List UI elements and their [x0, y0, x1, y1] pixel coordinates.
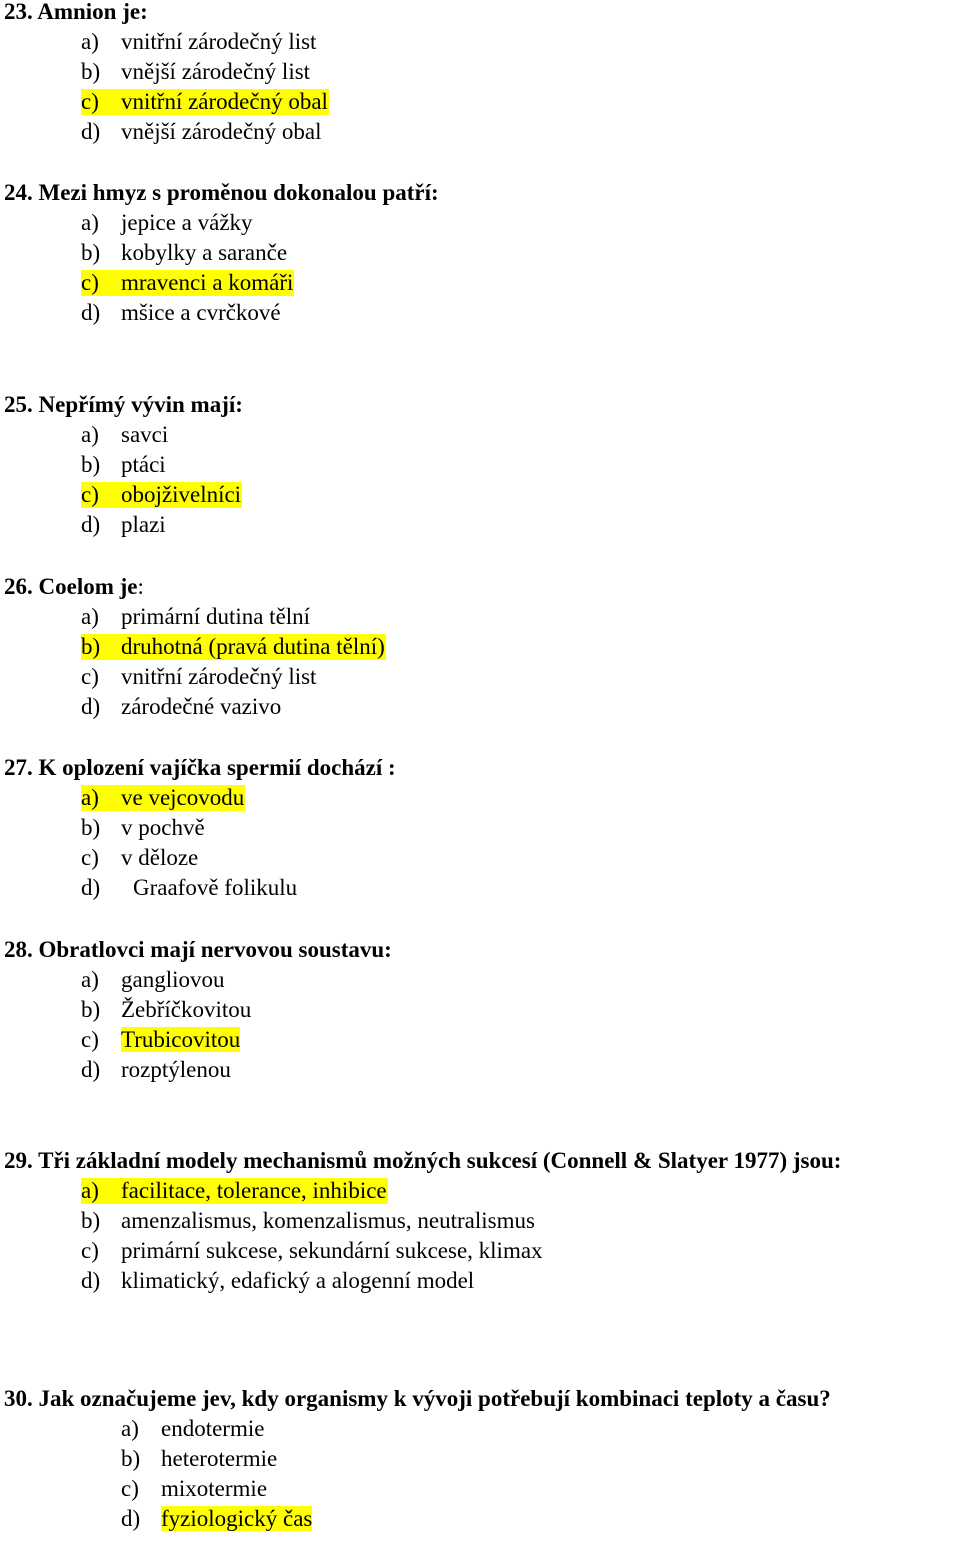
question-number: 30. [4, 1386, 33, 1411]
option-text: primární sukcese, sekundární sukcese, klimax [121, 1238, 543, 1263]
question-title [4, 390, 243, 420]
question-title [4, 0, 148, 27]
correct-answer-highlight: c) vnitřní zárodečný obal [81, 89, 328, 114]
option-text: mixotermie [161, 1476, 268, 1501]
option-text: vnitřní zárodečný list [121, 664, 317, 689]
option-text: v pochvě [121, 815, 205, 840]
question-number: 24. [4, 180, 33, 205]
question-text: Amnion je: [37, 0, 148, 24]
option-text: amenzalismus, komenzalismus, neutralismus [121, 1208, 535, 1233]
question-text: Tři základní modely mechanismů možných sukcesí (Connell & Slatyer 1977) jsou: [38, 1148, 842, 1173]
question-title [4, 753, 396, 783]
question-number: 26. [4, 574, 33, 599]
option-text: Žebříčkovitou [121, 997, 252, 1022]
question-title [4, 178, 439, 208]
option-text: gangliovou [121, 967, 225, 992]
question-title [4, 1384, 831, 1414]
question-title [4, 1146, 841, 1176]
correct-answer-highlight: b) druhotná (pravá dutina tělní) [81, 634, 385, 659]
option-text: klimatický, edafický a alogenní model [121, 1268, 475, 1293]
correct-answer-highlight: c) mravenci a komáři [81, 270, 294, 295]
question-title [4, 935, 392, 965]
option-text: endotermie [161, 1416, 265, 1441]
option-text: vnitřní zárodečný list [121, 29, 317, 54]
option-text: jepice a vážky [121, 210, 253, 235]
question-colon: : [137, 574, 144, 599]
correct-answer-highlight: c) obojživelníci [81, 482, 242, 507]
question-number: 25. [4, 392, 33, 417]
question-text: Obratlovci mají nervovou soustavu: [38, 937, 392, 962]
option-text: v děloze [121, 845, 199, 870]
option-text: kobylky a saranče [121, 240, 288, 265]
question-number: 29. [4, 1148, 33, 1173]
option-text: rozptýlenou [121, 1057, 231, 1082]
question-text: Jak označujeme jev, kdy organismy k vývoji potřebují kombinaci teploty a času? [38, 1386, 831, 1411]
option-text: Graafově folikulu [133, 875, 298, 900]
option-text: Trubicovitou [121, 1027, 241, 1052]
question-number: 23. [4, 0, 33, 24]
option-text: zárodečné vazivo [121, 694, 282, 719]
option-text: savci [121, 422, 169, 447]
question-text: Mezi hmyz s proměnou dokonalou patří: [38, 180, 439, 205]
correct-answer-highlight: a) facilitace, tolerance, inhibice [81, 1178, 387, 1203]
option-text: mšice a cvrčkové [121, 300, 281, 325]
option-text: obojživelníci [121, 482, 242, 507]
question-text: Coelom je [38, 574, 138, 599]
option-text: ptáci [121, 452, 166, 477]
option-text: vnitřní zárodečný obal [121, 89, 328, 114]
option-text: druhotná (pravá dutina tělní) [121, 634, 385, 659]
option-text: ve vejcovodu [121, 785, 245, 810]
option-text: fyziologický čas [161, 1506, 313, 1531]
question-text: Nepřímý vývin mají: [38, 392, 243, 417]
question-number: 27. [4, 755, 33, 780]
question-title [4, 572, 144, 602]
option-text: primární dutina tělní [121, 604, 311, 629]
question-text: K oplození vajíčka spermií dochází : [38, 755, 396, 780]
correct-answer-highlight: a) ve vejcovodu [81, 785, 245, 810]
option-text: heterotermie [161, 1446, 278, 1471]
option-text: mravenci a komáři [121, 270, 294, 295]
option-text: vnější zárodečný list [121, 59, 311, 84]
option-text: facilitace, tolerance, inhibice [121, 1178, 387, 1203]
question-number: 28. [4, 937, 33, 962]
option-text: plazi [121, 512, 166, 537]
option-text: vnější zárodečný obal [121, 119, 322, 144]
